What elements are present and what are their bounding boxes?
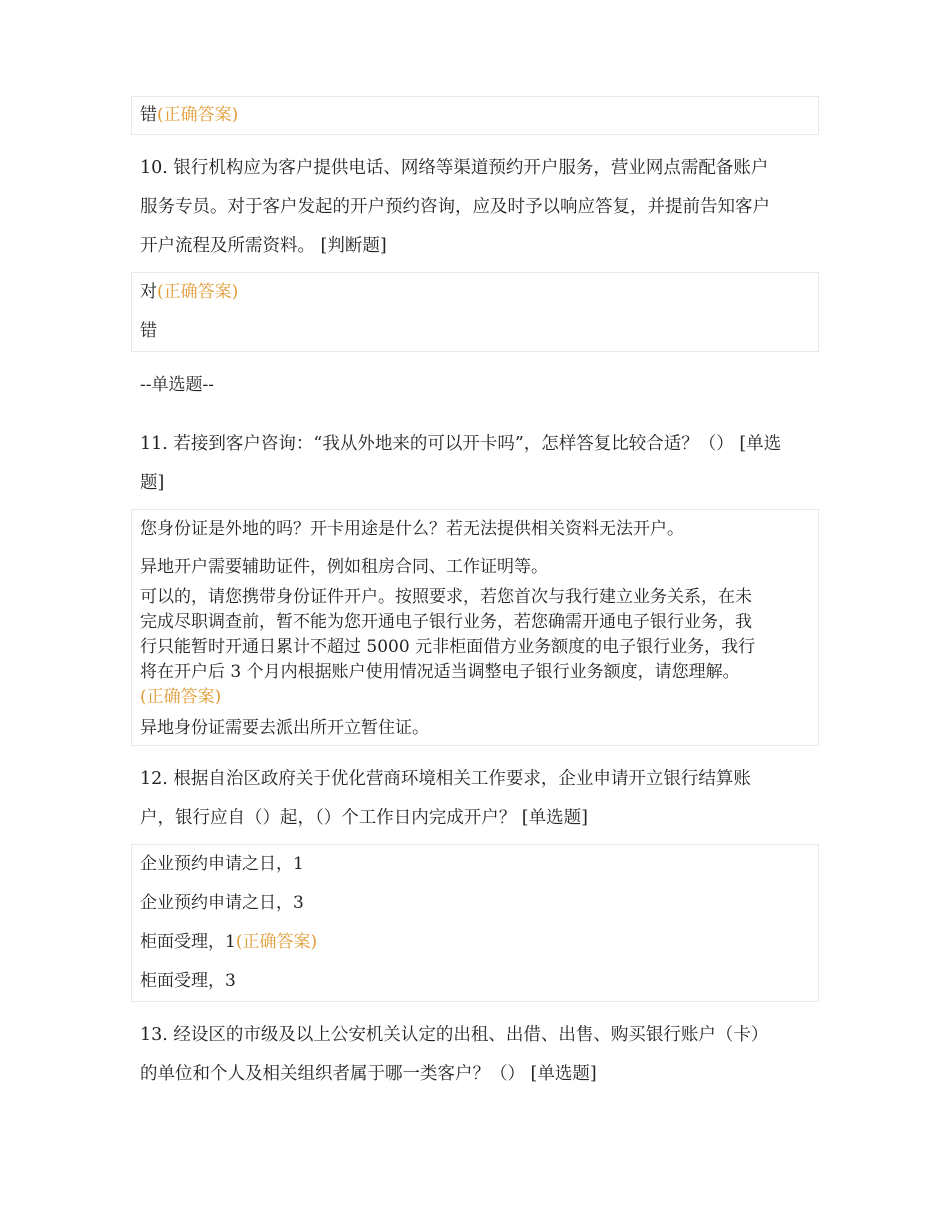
option-text-line: 行只能暂时开通日累计不超过 5000 元非柜面借方业务额度的电子银行业务，我行: [140, 637, 756, 657]
option-text: 异地开户需要辅助证件，例如租房合同、工作证明等。: [140, 557, 548, 577]
question-text-line: 的单位和个人及相关组织者属于哪一类客户？（） [单选题]: [140, 1064, 597, 1084]
option-text: 对: [140, 282, 157, 302]
question-text-line: 服务专员。对于客户发起的开户预约咨询，应及时予以响应答复，并提前告知客户: [140, 197, 770, 217]
option-text-line: 可以的，请您携带身份证件开户。按照要求，若您首次与我行建立业务关系，在未: [140, 587, 752, 607]
option-text: 柜面受理，1: [140, 932, 236, 952]
question-text-line: 13. 经设区的市级及以上公安机关认定的出租、出借、出售、购买银行账户（卡）: [140, 1025, 769, 1045]
question-text-line: 户，银行应自（）起，（）个工作日内完成开户？ [单选题]: [140, 808, 588, 828]
q11-options: [131, 509, 819, 746]
q9-options: [131, 96, 819, 135]
question-text-line: 开户流程及所需资料。 [判断题]: [140, 236, 387, 256]
q11-option-a: [140, 510, 810, 549]
option-text: 错: [140, 321, 157, 341]
correct-answer-tag: (正确答案): [140, 687, 222, 707]
q12-option-d: [140, 962, 810, 1001]
question-text-line: 11. 若接到客户咨询：“我从外地来的可以开卡吗”，怎样答复比较合适？（） [单选: [140, 434, 782, 454]
q12-options: [131, 844, 819, 1002]
q11-option-d: [140, 712, 810, 745]
question-11: [131, 425, 819, 503]
question-text-line: 12. 根据自治区政府关于优化营商环境相关工作要求，企业申请开立银行结算账: [140, 769, 751, 789]
option-text-line: 将在开户后 3 个月内根据账户使用情况适当调整电子银行业务额度，请您理解。: [140, 662, 740, 682]
option-text: 企业预约申请之日，3: [140, 893, 304, 913]
option-text-line: 完成尽职调查前，暂不能为您开通电子银行业务，若您确需开通电子银行业务，我: [140, 612, 752, 632]
question-13: [131, 1016, 819, 1094]
question-text-line: 题]: [140, 473, 165, 493]
option-text: 异地身份证需要去派出所开立暂住证。: [140, 718, 429, 738]
q10-options: [131, 272, 819, 352]
exam-page: [131, 96, 819, 1094]
question-12: [131, 760, 819, 838]
q10-option-b: [140, 312, 810, 351]
option-text: 您身份证是外地的吗？开卡用途是什么？若无法提供相关资料无法开户。: [140, 519, 684, 539]
q10-option-a: [140, 273, 810, 312]
q11-option-b: [140, 549, 810, 585]
option-text: 企业预约申请之日，1: [140, 854, 304, 874]
section-header-single-choice: --单选题--: [140, 375, 214, 395]
q12-option-b: [140, 884, 810, 923]
option-text: 错: [140, 105, 157, 125]
q12-option-c: [140, 923, 810, 962]
option-text: 柜面受理，3: [140, 971, 236, 991]
correct-answer-tag: (正确答案): [157, 105, 239, 125]
correct-answer-tag: (正确答案): [235, 932, 318, 952]
q11-option-c: [140, 585, 810, 712]
question-text-line: 10. 银行机构应为客户提供电话、网络等渠道预约开户服务，营业网点需配备账户: [140, 158, 769, 178]
question-10: [131, 149, 819, 266]
q12-option-a: [140, 845, 810, 884]
correct-answer-tag: (正确答案): [157, 282, 239, 302]
q9-option-wrong: [140, 97, 810, 134]
